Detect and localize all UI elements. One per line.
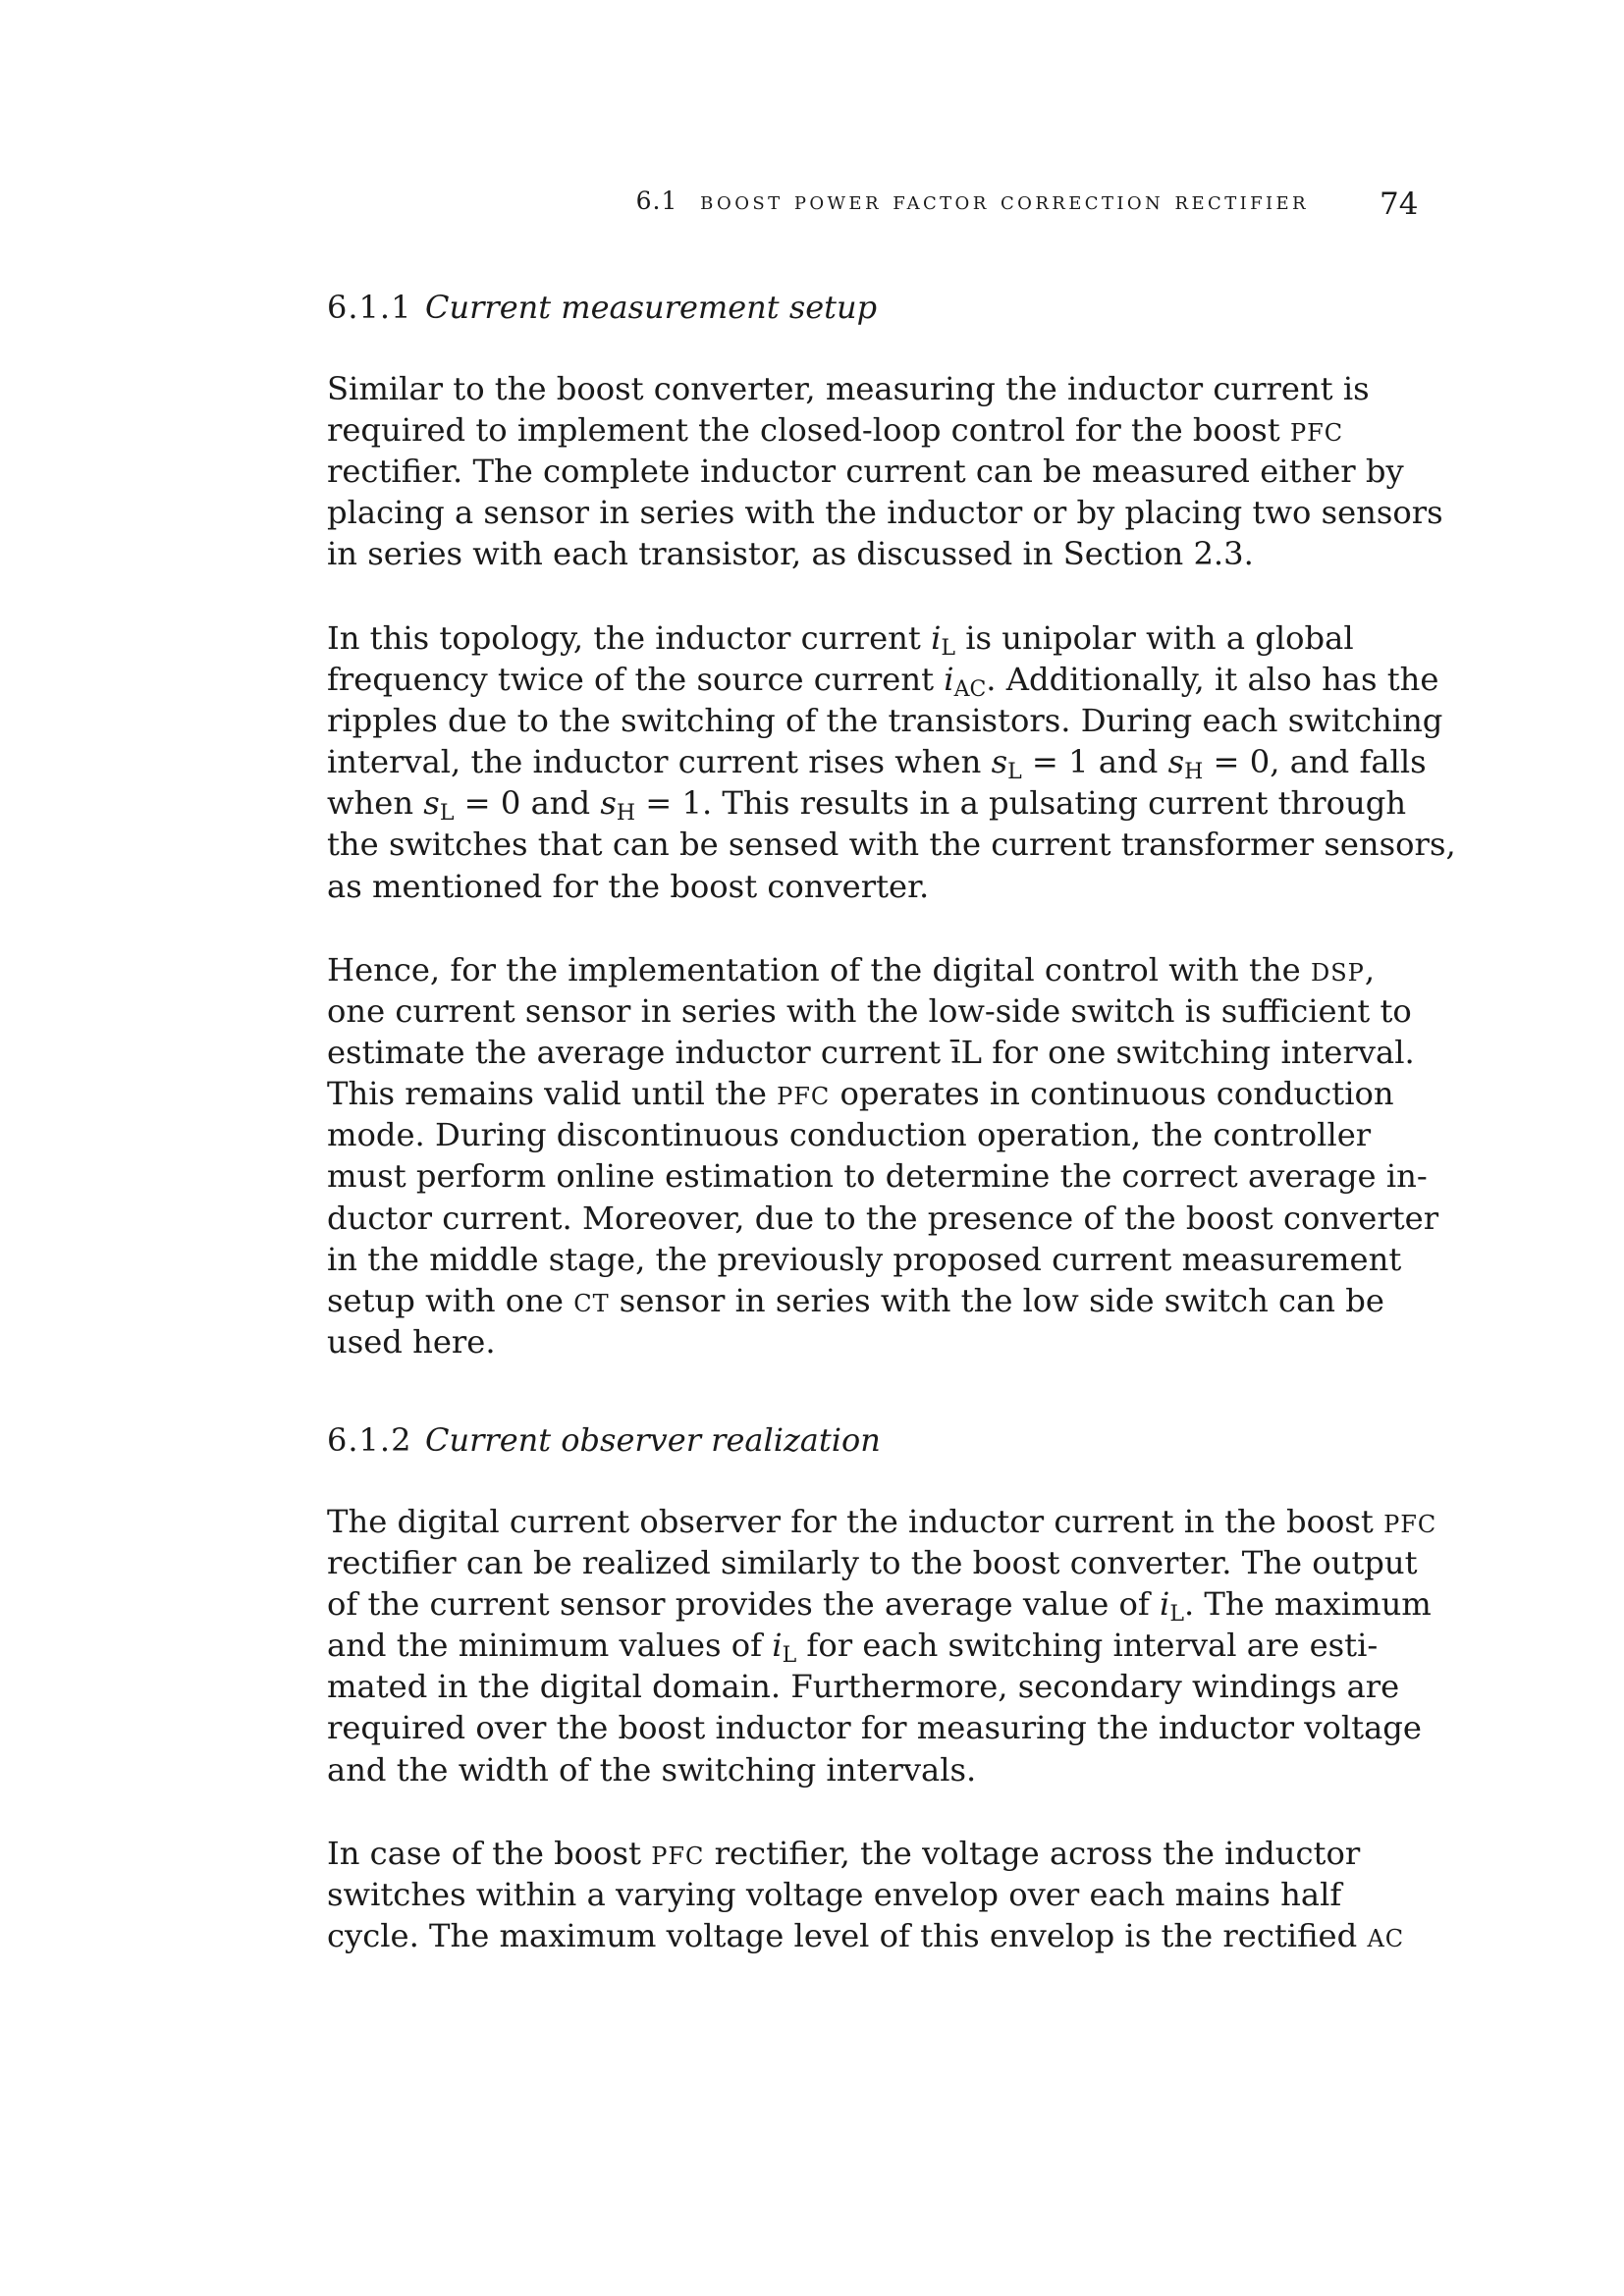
text-line: Similar to the boost converter, measuring the inductor current is (327, 370, 1370, 407)
page-number: 74 (1380, 187, 1419, 222)
paragraph (327, 1501, 1437, 1790)
section-number: 6.1.2 (327, 1421, 412, 1459)
paragraph (327, 949, 1439, 1362)
text-line: switches within a varying voltage envelop over each mains half (327, 1876, 1342, 1914)
text-line: ductor current. Moreover, due to the presence of the boost converter (327, 1199, 1439, 1237)
text-line: In case of the boost PFC rectifier, the voltage across the inductor (327, 1835, 1361, 1872)
text-line: of the current sensor provides the average value of $i_L$. The maximum (327, 1585, 1432, 1628)
text-line: the switches that can be sensed with the current transformer sensors, (327, 826, 1456, 864)
text-line: This remains valid until the PFC operates in continuous conduction (327, 1075, 1394, 1113)
section-title: Current observer realization (425, 1421, 881, 1459)
text-line: The digital current observer for the inductor current in the boost PFC (327, 1503, 1437, 1540)
text-line: in the middle stage, the previously proposed current measurement (327, 1240, 1402, 1278)
text-line: required to implement the closed-loop control for the boost PFC (327, 411, 1344, 450)
text-line: placing a sensor in series with the inductor or by placing two sensors (327, 494, 1443, 532)
text-line: mated in the digital domain. Furthermore, secondary windings are (327, 1668, 1400, 1706)
text-line: as mentioned for the boost converter. (327, 867, 930, 905)
text-line: when $s_L = 0$ and $s_H = 1$. This results in a pulsating current through (327, 784, 1407, 827)
text-line: required over the boost inductor for measuring the inductor voltage (327, 1709, 1422, 1747)
text-line: mode. During discontinuous conduction operation, the controller (327, 1116, 1372, 1154)
text-line: used here. (327, 1322, 496, 1361)
text-line: cycle. The maximum voltage level of this envelop is the rectified AC (327, 1917, 1405, 1955)
text-line: setup with one CT sensor in series with the low side switch can be (327, 1281, 1384, 1319)
text-line: and the width of the switching intervals. (327, 1750, 977, 1789)
section-number: 6.1.1 (327, 289, 412, 326)
section-heading (327, 288, 1309, 327)
text-line: frequency twice of the source current $i_{AC}$. Additionally, it also has the (327, 661, 1439, 703)
text-line: estimate the average inductor current īL for one switching interval. (327, 1034, 1415, 1072)
text-line: ripples due to the switching of the transistors. During each switching (327, 702, 1443, 740)
running-header-title: 6.1 boost power factor correction rectifier (635, 187, 1309, 215)
section-title: Current measurement setup (425, 289, 878, 326)
text-line: In this topology, the inductor current $i_L$ is unipolar with a global (327, 619, 1354, 661)
text-line: interval, the inductor current rises when $s_L = 1$ and $s_H = 0$, and falls (327, 743, 1427, 785)
text-line: must perform online estimation to determine the correct average in- (327, 1157, 1428, 1196)
text-line: and the minimum values of $i_L$ for each switching interval are esti- (327, 1627, 1379, 1669)
paragraph (327, 368, 1443, 574)
running-header (327, 187, 1419, 226)
paragraph (327, 1833, 1405, 1956)
text-line: rectifier can be realized similarly to the boost converter. The output (327, 1544, 1418, 1582)
paragraph (327, 617, 1456, 907)
section-heading (327, 1420, 1309, 1460)
text-line: one current sensor in series with the low-side switch is sufficient to (327, 992, 1412, 1031)
text-line: rectifier. The complete inductor current can be measured either by (327, 453, 1404, 491)
text-line: in series with each transistor, as discussed in Section 2.3. (327, 535, 1254, 573)
text-line: Hence, for the implementation of the digital control with the DSP, (327, 951, 1376, 988)
